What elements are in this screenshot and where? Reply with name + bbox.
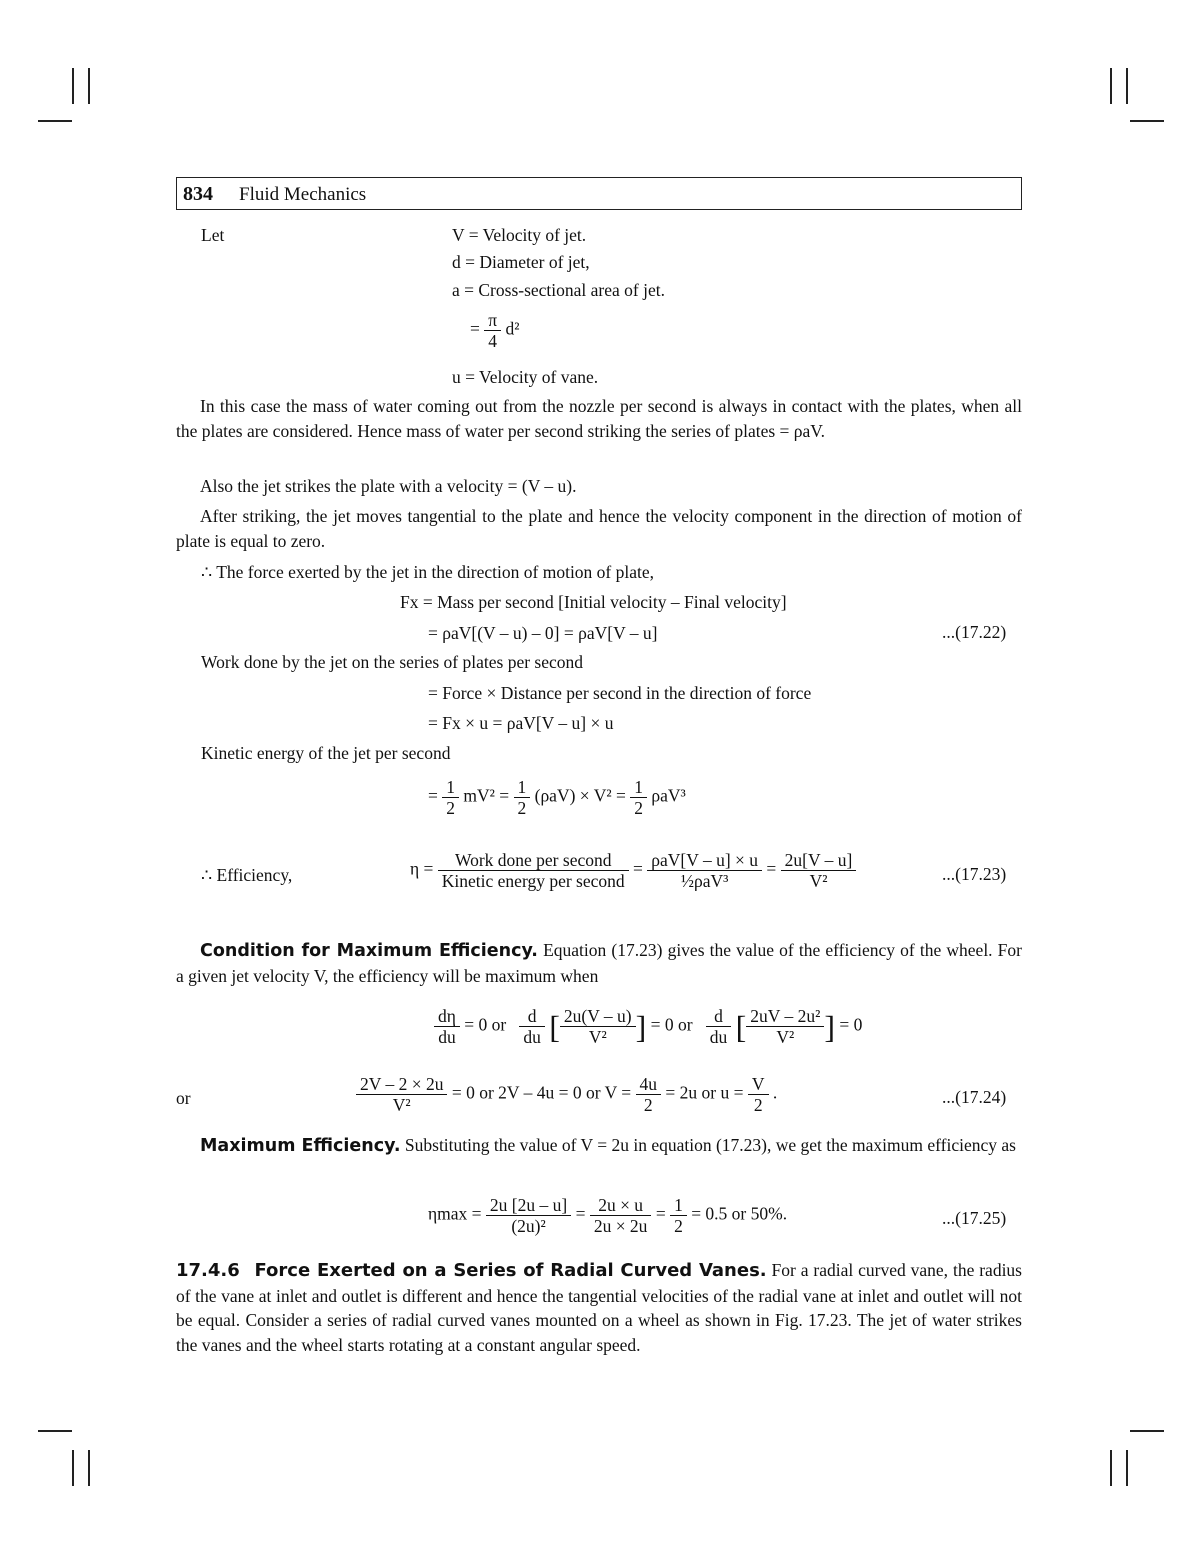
term: = 0.5 or 50%. — [691, 1203, 788, 1224]
or-label: or — [176, 1088, 191, 1108]
fraction — [746, 1006, 824, 1047]
crop-mark — [1130, 1430, 1164, 1432]
denominator: du — [709, 1027, 728, 1047]
maximum-text: Substituting the value of V = 2u in equation (17.23), we get the maximum efficiency as — [400, 1135, 1016, 1155]
page-header — [176, 177, 1022, 210]
numerator: π — [484, 310, 501, 331]
fraction — [356, 1074, 447, 1115]
running-title: Fluid Mechanics — [239, 184, 367, 205]
fraction — [519, 1006, 545, 1047]
fraction — [748, 1074, 769, 1115]
ke-intro: Kinetic energy of the jet per second — [201, 743, 451, 763]
denominator: 2 — [446, 798, 455, 818]
fraction — [670, 1195, 687, 1236]
fraction — [781, 850, 857, 891]
fraction — [706, 1006, 732, 1047]
condition-heading: Condition for Maximum Efficiency. — [200, 941, 538, 961]
fraction — [434, 1006, 460, 1047]
force-equation-2: = ρaV[(V – u) – 0] = ρaV[V – u] — [428, 623, 658, 643]
crop-mark — [1126, 1450, 1128, 1486]
paragraph-condition — [176, 938, 1022, 988]
numerator: 1 — [670, 1195, 687, 1216]
numerator: 4u — [636, 1074, 662, 1095]
fraction — [560, 1006, 636, 1047]
denominator: 4 — [488, 331, 498, 351]
section-17-4-6 — [176, 1258, 1022, 1357]
fraction — [486, 1195, 571, 1236]
numerator: 2V – 2 × 2u — [356, 1074, 447, 1095]
crop-mark — [88, 1450, 90, 1486]
fraction — [514, 777, 531, 818]
denominator: 2u × 2u — [593, 1216, 648, 1236]
crop-mark — [72, 1450, 74, 1486]
right-bracket: ] — [635, 1008, 647, 1045]
term: mV² = — [463, 785, 510, 806]
equals: = — [766, 858, 777, 879]
denominator: V² — [776, 1027, 795, 1047]
crop-mark — [1110, 1450, 1112, 1486]
fraction — [438, 850, 629, 891]
term: . — [772, 1082, 778, 1103]
equals: = — [575, 1203, 586, 1224]
derivative-equation — [434, 1006, 862, 1047]
crop-mark — [1130, 120, 1164, 122]
section-text: For a radial curved vane, the radius of the vane at inlet and outlet is different and hence the tangential velocities of the radial vane at inlet and outlet will not be equal. Consider a series of radial curved vanes mounted on a wheel as shown in Fig. 17.23. The jet of water strikes the vanes and the wheel starts rotating at a constant angular speed. — [176, 1260, 1022, 1355]
denominator: du — [523, 1027, 541, 1047]
numerator: 2u [2u – u] — [486, 1195, 571, 1216]
fraction — [442, 777, 459, 818]
ke-equation — [428, 777, 686, 818]
term: = 0 or — [464, 1014, 507, 1035]
force-equation-1: Fx = Mass per second [Initial velocity – Final velocity] — [400, 592, 787, 612]
numerator: dη — [434, 1006, 460, 1027]
force-intro: ∴ The force exerted by the jet in the direction of motion of plate, — [201, 562, 655, 582]
denominator: (2u)² — [511, 1216, 546, 1236]
numerator: 2u(V – u) — [560, 1006, 636, 1027]
let-label: Let — [201, 225, 225, 245]
efficiency-label: ∴ Efficiency, — [201, 865, 293, 885]
efficiency-equation — [410, 850, 856, 891]
fraction — [484, 310, 501, 351]
denominator: V² — [392, 1095, 411, 1115]
definition-line: u = Velocity of vane. — [452, 367, 599, 387]
numerator: Work done per second — [438, 850, 629, 871]
numerator: 1 — [630, 777, 647, 798]
denominator: V² — [588, 1027, 607, 1047]
left-bracket: [ — [735, 1008, 747, 1045]
term: = 0 or — [650, 1014, 693, 1035]
paragraph-mass-water: In this case the mass of water coming out from the nozzle per second is always in contact with the plates, when all the plates are considered. Hence mass of water per second striking the series of plates = ρaV. — [176, 396, 1022, 441]
paragraph-jet-strikes: Also the jet strikes the plate with a velocity = (V – u). — [200, 476, 577, 496]
numerator: 2u × u — [590, 1195, 652, 1216]
denominator: du — [438, 1027, 456, 1047]
term: d² — [505, 318, 520, 339]
fraction — [630, 777, 647, 818]
equals: = — [633, 858, 643, 879]
maximum-heading: Maximum Efficiency. — [200, 1136, 401, 1156]
denominator: 2 — [643, 1095, 653, 1115]
denominator: 2 — [674, 1216, 683, 1236]
denominator: Kinetic energy per second — [441, 871, 625, 891]
numerator: 1 — [514, 777, 531, 798]
equals: = — [428, 785, 438, 806]
crop-mark — [72, 68, 74, 104]
paragraph-after-striking: After striking, the jet moves tangential to the plate and hence the velocity component in the direction of motion of plate is equal to zero. — [176, 506, 1022, 551]
numerator: 2uV – 2u² — [746, 1006, 824, 1027]
fraction — [647, 850, 762, 891]
crop-mark — [1110, 68, 1112, 104]
equation-number: ...(17.23) — [942, 864, 1007, 884]
section-number: 17.4.6 — [176, 1260, 240, 1281]
definition-line: d = Diameter of jet, — [452, 252, 590, 272]
left-bracket: [ — [549, 1008, 560, 1045]
work-equation-1: = Force × Distance per second in the direction of force — [428, 683, 812, 703]
condition-equation — [356, 1074, 777, 1115]
equals: = — [655, 1203, 666, 1224]
term: (ρaV) × V² = — [534, 785, 626, 806]
fraction — [590, 1195, 652, 1236]
work-intro: Work done by the jet on the series of plates per second — [201, 652, 584, 672]
max-efficiency-equation — [428, 1195, 787, 1236]
definition-line: V = Velocity of jet. — [452, 225, 587, 245]
equation-number: ...(17.22) — [942, 622, 1007, 642]
right-bracket: ] — [824, 1008, 835, 1045]
eta: η = — [410, 858, 434, 879]
work-equation-2: = Fx × u = ρaV[V – u] × u — [428, 713, 614, 733]
area-formula — [470, 310, 519, 351]
equation-number: ...(17.24) — [942, 1087, 1007, 1107]
numerator: d — [706, 1006, 732, 1027]
denominator: ½ρaV³ — [680, 871, 729, 891]
condition-text: Equation (17.23) gives the value of the efficiency of the wheel. For a given jet velocity V, the efficiency will be maximum when — [176, 940, 1022, 986]
numerator: d — [519, 1006, 545, 1027]
denominator: 2 — [517, 798, 527, 818]
term: ρaV³ — [651, 785, 686, 806]
term: = 0 — [839, 1014, 863, 1035]
equals: = — [470, 318, 480, 339]
numerator: 1 — [442, 777, 459, 798]
definition-line: a = Cross-sectional area of jet. — [452, 280, 665, 300]
denominator: 2 — [634, 798, 643, 818]
eta-max: ηmax = — [428, 1203, 482, 1224]
denominator: V² — [809, 871, 828, 891]
crop-mark — [1126, 68, 1128, 104]
crop-mark — [38, 1430, 72, 1432]
section-title: Force Exerted on a Series of Radial Curved Vanes. — [254, 1260, 767, 1281]
numerator: ρaV[V – u] × u — [647, 850, 762, 871]
crop-mark — [88, 68, 90, 104]
fraction — [636, 1074, 662, 1115]
denominator: 2 — [753, 1095, 763, 1115]
crop-mark — [38, 120, 72, 122]
numerator: 2u[V – u] — [781, 850, 857, 871]
numerator: V — [748, 1074, 769, 1095]
term: = 0 or 2V – 4u = 0 or V = — [451, 1082, 632, 1103]
page-number: 834 — [183, 183, 213, 205]
paragraph-maximum — [176, 1133, 1022, 1159]
equation-number: ...(17.25) — [942, 1208, 1007, 1228]
term: = 2u or u = — [665, 1082, 744, 1103]
